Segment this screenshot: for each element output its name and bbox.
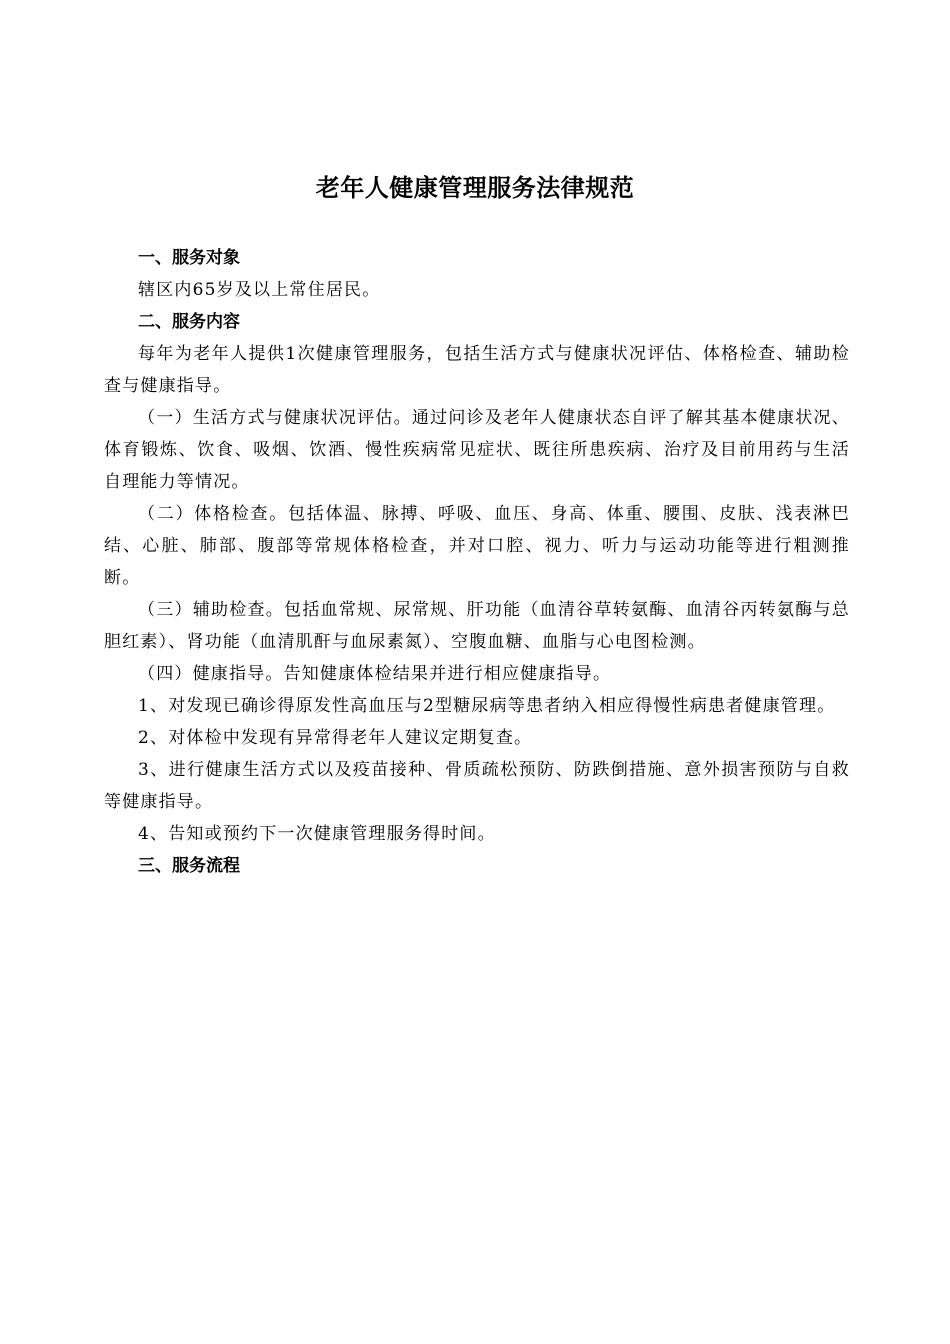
section-heading-service-content: 二、服务内容 (138, 312, 240, 332)
section-heading-service-process: 三、服务流程 (138, 856, 240, 876)
paragraph-lifestyle-assessment: （一）生活方式与健康状况评估。通过问诊及老年人健康状态自评了解其基本健康状况、体育锻炼、饮食、吸烟、饮酒、慢性疾病常见症状、既往所患疾病、治疗及目前用药与生活自理能力等情况。 (104, 408, 850, 492)
paragraph-guidance-point-2: 2、对体检中发现有异常得老年人建议定期复查。 (138, 728, 533, 748)
paragraph-guidance-point-1: 1、对发现已确诊得原发性高血压与2型糖尿病等患者纳入相应得慢性病患者健康管理。 (138, 696, 836, 716)
paragraph-health-guidance: （四）健康指导。告知健康体检结果并进行相应健康指导。 (138, 664, 612, 684)
paragraph-guidance-point-3: 3、进行健康生活方式以及疫苗接种、骨质疏松预防、防跌倒措施、意外损害预防与自救等健康指导。 (104, 760, 850, 812)
paragraph-physical-exam: （二）体格检查。包括体温、脉搏、呼吸、血压、身高、体重、腰围、皮肤、浅表淋巴结、心脏、肺部、腹部等常规体格检查，并对口腔、视力、听力与运动功能等进行粗测推断。 (104, 504, 850, 588)
paragraph-auxiliary-exam: （三）辅助检查。包括血常规、尿常规、肝功能（血清谷草转氨酶、血清谷丙转氨酶与总胆红素）、肾功能（血清肌酐与血尿素氮）、空腹血糖、血脂与心电图检测。 (104, 600, 850, 652)
document-title: 老年人健康管理服务法律规范 (315, 174, 635, 202)
paragraph-guidance-point-4: 4、告知或预约下一次健康管理服务得时间。 (138, 824, 496, 844)
document-body (104, 242, 850, 882)
section-heading-service-target: 一、服务对象 (138, 248, 240, 268)
paragraph-service-target: 辖区内65岁及以上常住居民。 (138, 280, 381, 300)
paragraph-service-intro: 每年为老年人提供1次健康管理服务，包括生活方式与健康状况评估、体格检查、辅助检查与健康指导。 (104, 344, 850, 396)
